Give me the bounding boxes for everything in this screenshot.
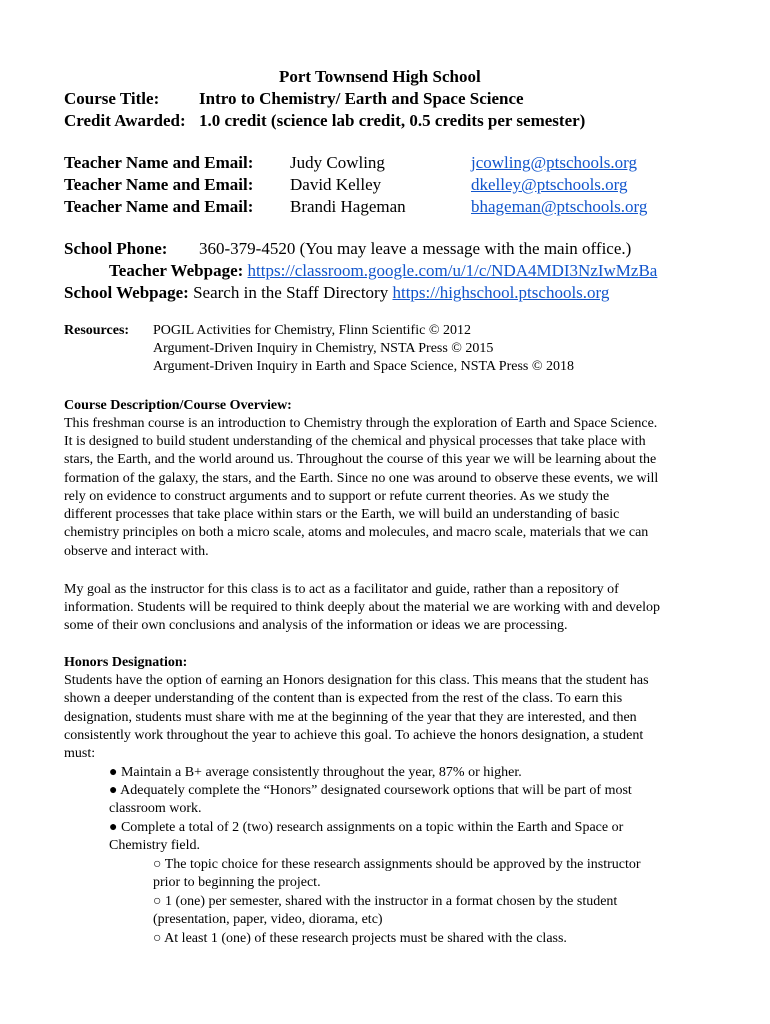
teacher-name: Brandi Hageman bbox=[290, 197, 406, 216]
honors-bullet: ● Adequately complete the “Honors” designated coursework options that will be part of most bbox=[109, 783, 632, 798]
school-phone-label: School Phone: bbox=[64, 239, 168, 258]
credit-value: 1.0 credit (science lab credit, 0.5 credits per semester) bbox=[199, 111, 586, 130]
honors-bullet-continued: classroom work. bbox=[109, 801, 202, 816]
description-line: rely on evidence to construct arguments and to support or refute current theories. As we study the bbox=[64, 489, 610, 504]
course-title-label: Course Title: bbox=[64, 89, 160, 108]
school-phone-value: 360-379-4520 (You may leave a message with the main office.) bbox=[199, 239, 632, 258]
teacher-webpage-row bbox=[109, 260, 657, 282]
description-line: observe and interact with. bbox=[64, 544, 209, 559]
teacher-label: Teacher Name and Email: bbox=[64, 175, 254, 194]
description-line: different processes that take place within stars or the Earth, we will build an understanding of basic bbox=[64, 507, 620, 522]
honors-sub-bullet-continued: (presentation, paper, video, diorama, etc) bbox=[153, 912, 383, 927]
honors-sub-bullet: ○ The topic choice for these research assignments should be approved by the instructor bbox=[153, 857, 641, 872]
honors-line: designation, students must share with me at the beginning of the year that they are interested, and then bbox=[64, 710, 637, 725]
description-line: It is designed to build student understanding of the chemical and physical processes that take place with bbox=[64, 434, 646, 449]
honors-bullet: ● Maintain a B+ average consistently throughout the year, 87% or higher. bbox=[109, 765, 522, 780]
honors-sub-bullet: ○ 1 (one) per semester, shared with the instructor in a format chosen by the student bbox=[153, 894, 618, 909]
teacher-name: David Kelley bbox=[290, 175, 382, 194]
school-name: Port Townsend High School bbox=[279, 67, 481, 86]
school-webpage-text: Search in the Staff Directory bbox=[193, 283, 389, 302]
credit-label: Credit Awarded: bbox=[64, 111, 186, 130]
teacher-label: Teacher Name and Email: bbox=[64, 197, 254, 216]
school-webpage-label: School Webpage: bbox=[64, 283, 189, 302]
honors-sub-bullet-continued: prior to beginning the project. bbox=[153, 875, 321, 890]
description-line: formation of the galaxy, the stars, and the Earth. Since no one was around to observe these events, we will bbox=[64, 471, 659, 486]
description-line: This freshman course is an introduction to Chemistry through the exploration of Earth and Space Science. bbox=[64, 416, 658, 431]
teacher-label: Teacher Name and Email: bbox=[64, 153, 254, 172]
goal-line: information. Students will be required to think deeply about the material we are working with and develop bbox=[64, 600, 661, 615]
honors-line: must: bbox=[64, 746, 96, 761]
teacher-email-link[interactable]: jcowling@ptschools.org bbox=[471, 153, 637, 172]
honors-line: consistently work throughout the year to achieve this goal. To achieve the honors designation, a student bbox=[64, 728, 644, 743]
teacher-name: Judy Cowling bbox=[290, 153, 385, 172]
goal-line: some of their own conclusions and analysis of the information or ideas we are processing. bbox=[64, 618, 568, 633]
honors-bullet: ● Complete a total of 2 (two) research assignments on a topic within the Earth and Space or bbox=[109, 820, 624, 835]
teacher-email-link[interactable]: dkelley@ptschools.org bbox=[471, 175, 628, 194]
description-line: chemistry principles on both a micro scale, atoms and molecules, and macro scale, materials that we can bbox=[64, 525, 649, 540]
honors-line: shown a deeper understanding of the content than is expected from the rest of the class. To earn this bbox=[64, 691, 623, 706]
course-title-value: Intro to Chemistry/ Earth and Space Science bbox=[199, 89, 524, 108]
goal-line: My goal as the instructor for this class is to act as a facilitator and guide, rather than a repository of bbox=[64, 582, 619, 597]
honors-bullet-continued: Chemistry field. bbox=[109, 838, 200, 853]
school-webpage-row bbox=[64, 282, 609, 304]
resource-item: POGIL Activities for Chemistry, Flinn Scientific © 2012 bbox=[153, 323, 471, 338]
description-line: stars, the Earth, and the world around us. Throughout the course of this year we will be learning about the bbox=[64, 452, 657, 467]
honors-heading: Honors Designation: bbox=[64, 655, 188, 670]
resources-label: Resources: bbox=[64, 323, 130, 338]
course-description-heading: Course Description/Course Overview: bbox=[64, 398, 292, 413]
school-webpage-link[interactable]: https://highschool.ptschools.org bbox=[392, 283, 610, 302]
honors-line: Students have the option of earning an Honors designation for this class. This means that the student has bbox=[64, 673, 649, 688]
teacher-webpage-link[interactable]: https://classroom.google.com/u/1/c/NDA4MDI3NzIwMzBa bbox=[247, 261, 658, 280]
honors-sub-bullet: ○ At least 1 (one) of these research projects must be shared with the class. bbox=[153, 931, 567, 946]
resource-item: Argument-Driven Inquiry in Chemistry, NSTA Press © 2015 bbox=[153, 341, 494, 356]
resource-item: Argument-Driven Inquiry in Earth and Space Science, NSTA Press © 2018 bbox=[153, 359, 575, 374]
teacher-email-link[interactable]: bhageman@ptschools.org bbox=[471, 197, 648, 216]
teacher-webpage-label: Teacher Webpage: bbox=[109, 261, 244, 280]
